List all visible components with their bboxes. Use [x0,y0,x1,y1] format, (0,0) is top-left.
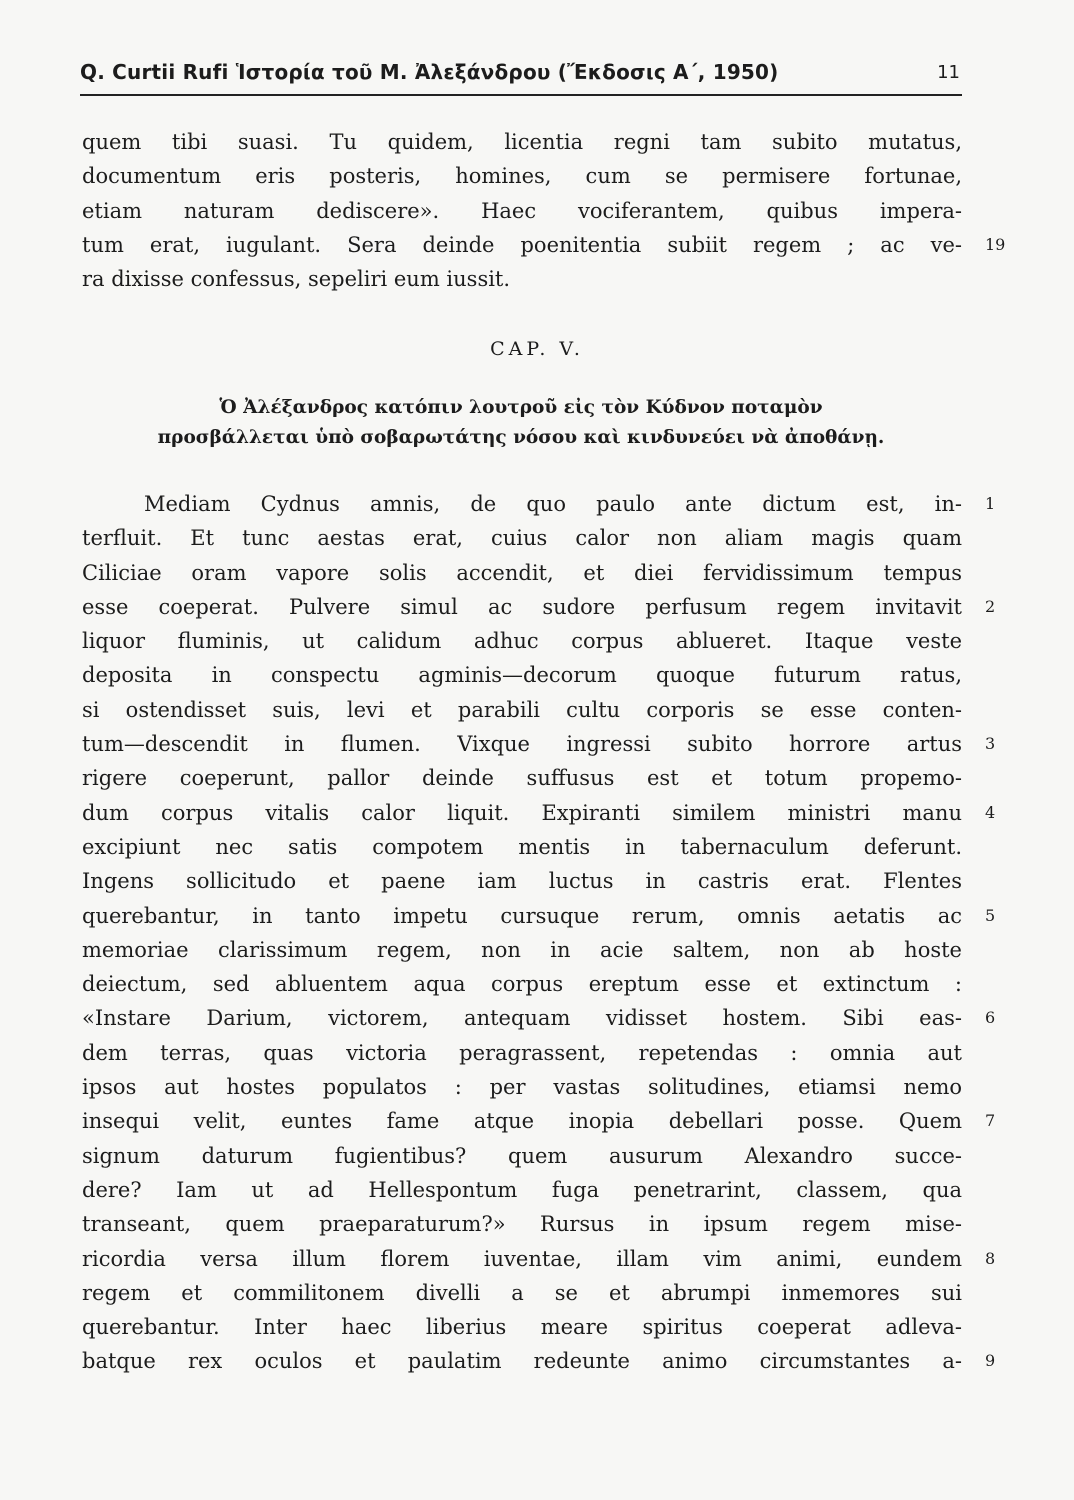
chapter-summary-line: προσβάλλεται ὑπὸ σοβαρωτάτης νόσου καὶ κινδυνεύει νὰ ἀποθάνῃ. [157,427,885,448]
text-line: excipiunt nec satis compotem mentis in tabernaculum deferunt. [82,834,962,859]
text-line: ricordia versa illum florem iuventae, illam vim animi, eundem 8 [82,1242,962,1276]
running-header [80,60,962,96]
main-paragraph [82,487,996,1379]
text-line: esse coeperat. Pulvere simul ac sudore perfusum regem invitavit 2 [82,590,962,624]
text-line: insequi velit, euntes fame atque inopia debellari posse. Quem 7 [82,1104,962,1138]
margin-number: 9 [985,1351,996,1371]
chapter-summary-line: Ὁ Ἀλέξανδρος κατόπιν λουτροῦ εἰς τὸν Κύδνον ποταμὸν [219,397,823,418]
chapter-summary [80,393,962,453]
text-line: ipsos aut hostes populatos : per vastas solitudines, etiamsi nemo [82,1075,962,1100]
text-line: signum daturum fugientibus? quem ausurum Alexandro succe- [82,1143,962,1168]
text-line: Mediam Cydnus amnis, de quo paulo ante dictum est, in- 1 [82,487,962,521]
top-paragraph [82,125,1006,296]
margin-number: 1 [985,494,996,513]
text-line: Ingens sollicitudo et paene iam luctus in castris erat. Flentes [82,869,962,894]
text-line: rigere coeperunt, pallor deinde suffusus est et totum propemo- [82,766,962,791]
text-line: querebantur. Inter haec liberius meare spiritus coeperat adleva- [82,1315,962,1340]
header-title: Q. Curtii Rufi Ἱστορία τοῦ Μ. Ἀλεξάνδρου (Ἔκδοσις Α΄, 1950) [80,60,779,84]
text-line: etiam naturam dediscere». Haec vociferantem, quibus impera- [82,198,962,223]
text-line: Ciliciae oram vapore solis accendit, et diei fervidissimum tempus [82,560,962,585]
text-line: documentum eris posteris, homines, cum se permisere fortunae, [82,164,962,189]
text-line: «Instare Darium, victorem, antequam vidisset hostem. Sibi eas- 6 [82,1001,962,1035]
text-line: querebantur, in tanto impetu cursuque rerum, omnis aetatis ac 5 [82,899,962,933]
text-line: tum—descendit in flumen. Vixque ingressi subito horrore artus 3 [82,727,962,761]
text-line: liquor fluminis, ut calidum adhuc corpus ablueret. Itaque veste [82,629,962,654]
text-line: dere? Iam ut ad Hellespontum fuga penetrarint, classem, qua [82,1177,962,1202]
text-line: terfluit. Et tunc aestas erat, cuius calor non aliam magis quam [82,526,962,551]
text-line: si ostendisset suis, levi et parabili cultu corporis se esse conten- [82,697,962,722]
margin-number: 8 [985,1248,996,1268]
margin-number: 6 [985,1008,996,1028]
margin-number: 3 [985,734,996,754]
text-line: tum erat, iugulant. Sera deinde poenitentia subiit regem ; ac ve- 19 [82,228,962,262]
margin-number: 7 [985,1111,996,1131]
text-line: dem terras, quas victoria peragrassent, repetendas : omnia aut [82,1040,962,1065]
text-line: batque rex oculos et paulatim redeunte animo circumstantes a- 9 [82,1344,962,1378]
text-line: deiectum, sed abluentem aqua corpus ereptum esse et extinctum : [82,972,962,997]
margin-number: 2 [985,596,996,616]
margin-number: 19 [985,234,1006,254]
page-number: 11 [937,62,960,83]
text-line: deposita in conspectu agminis—decorum quoque futurum ratus, [82,663,962,688]
chapter-heading: CAP. V. [490,338,584,360]
text-line: ra dixisse confessus, sepeliri eum iussit. [82,267,511,292]
text-line: transeant, quem praeparaturum?» Rursus in ipsum regem mise- [82,1212,962,1237]
text-line: quem tibi suasi. Tu quidem, licentia regni tam subito mutatus, [82,130,962,154]
text-line: regem et commilitonem divelli a se et abrumpi inmemores sui [82,1280,962,1305]
margin-number: 5 [985,905,996,925]
text-line: dum corpus vitalis calor liquit. Expiranti similem ministri manu 4 [82,796,962,830]
margin-number: 4 [985,802,996,822]
text-line: memoriae clarissimum regem, non in acie saltem, non ab hoste [82,937,962,962]
